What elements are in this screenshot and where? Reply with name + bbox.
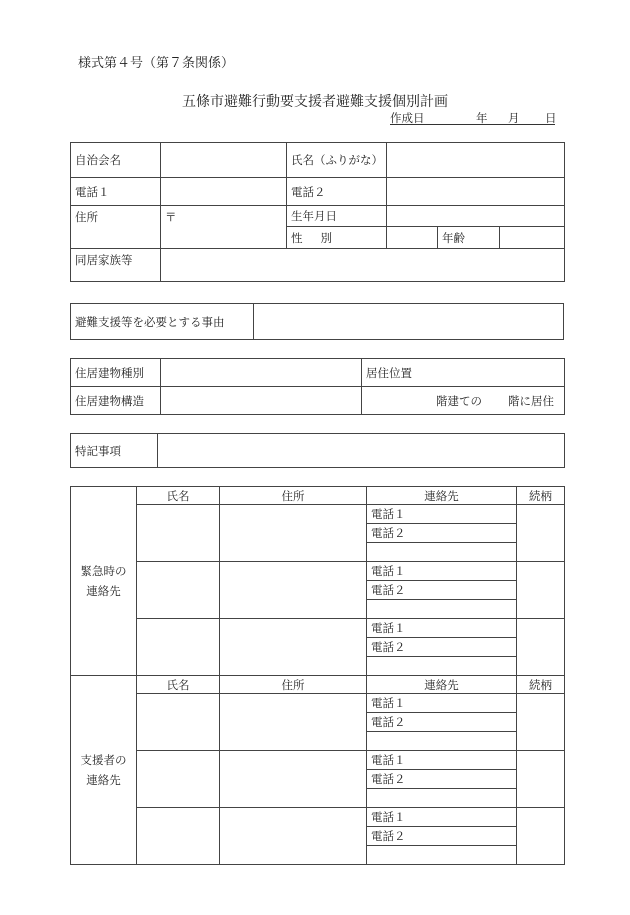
supporter-address-field[interactable] [220, 694, 367, 751]
supporter-address-field[interactable] [220, 808, 367, 865]
emergency-phone2-label[interactable]: 電話２ [367, 524, 517, 543]
emergency-name-field[interactable] [137, 562, 220, 619]
building-structure-field[interactable] [161, 387, 362, 415]
phone2-field[interactable] [387, 178, 565, 206]
supporter-extra-field[interactable] [367, 789, 517, 808]
month-label: 月 [508, 111, 520, 125]
association-field[interactable] [161, 143, 287, 178]
supporter-col-relation: 続柄 [517, 676, 565, 694]
association-label: 自治会名 [71, 143, 161, 178]
personal-info-table [70, 142, 565, 282]
household-label: 同居家族等 [71, 249, 161, 282]
supporter-relation-field[interactable] [517, 694, 565, 751]
supporter-relation-field[interactable] [517, 808, 565, 865]
document-title: 五條市避難行動要支援者避難支援個別計画 [182, 94, 448, 110]
emergency-extra-field[interactable] [367, 600, 517, 619]
supporter-address-field[interactable] [220, 751, 367, 808]
supporter-relation-field[interactable] [517, 751, 565, 808]
gender-field[interactable] [387, 227, 438, 249]
emergency-address-field[interactable] [220, 505, 367, 562]
age-label: 年齢 [438, 227, 500, 249]
supporter-col-name: 氏名 [137, 676, 220, 694]
emergency-relation-field[interactable] [517, 619, 565, 676]
date-created-label: 作成日 [390, 111, 425, 125]
emergency-phone1-label[interactable]: 電話１ [367, 562, 517, 581]
year-label: 年 [476, 111, 488, 125]
household-field[interactable] [161, 249, 565, 282]
reason-table [70, 303, 564, 340]
emergency-phone2-label[interactable]: 電話２ [367, 581, 517, 600]
emergency-col-address: 住所 [220, 487, 367, 505]
emergency-address-field[interactable] [220, 562, 367, 619]
notes-table [70, 433, 565, 468]
emergency-section-label: 緊急時の 連絡先 [71, 487, 137, 676]
reason-label: 避難支援等を必要とする事由 [71, 304, 254, 340]
supporter-col-address: 住所 [220, 676, 367, 694]
emergency-phone2-label[interactable]: 電話２ [367, 638, 517, 657]
phone1-field[interactable] [161, 178, 287, 206]
supporter-phone1-label[interactable]: 電話１ [367, 751, 517, 770]
emergency-name-field[interactable] [137, 505, 220, 562]
supporter-phone2-label[interactable]: 電話２ [367, 827, 517, 846]
supporter-extra-field[interactable] [367, 846, 517, 865]
emergency-name-field[interactable] [137, 619, 220, 676]
supporter-extra-field[interactable] [367, 732, 517, 751]
emergency-address-field[interactable] [220, 619, 367, 676]
residence-table [70, 358, 565, 415]
age-field[interactable] [500, 227, 565, 249]
notes-field[interactable] [158, 434, 565, 468]
phone1-label: 電話１ [71, 178, 161, 206]
building-structure-label: 住居建物構造 [71, 387, 161, 415]
supporter-section-label: 支援者の 連絡先 [71, 676, 137, 865]
emergency-relation-field[interactable] [517, 505, 565, 562]
emergency-extra-field[interactable] [367, 543, 517, 562]
emergency-col-contact: 連絡先 [367, 487, 517, 505]
day-label: 日 [545, 111, 557, 125]
address-label: 住所 [71, 206, 161, 249]
building-type-label: 住居建物種別 [71, 359, 161, 387]
emergency-col-relation: 続柄 [517, 487, 565, 505]
contacts-table [70, 486, 565, 865]
supporter-col-contact: 連絡先 [367, 676, 517, 694]
supporter-phone1-label[interactable]: 電話１ [367, 694, 517, 713]
supporter-name-field[interactable] [137, 751, 220, 808]
building-type-field[interactable] [161, 359, 362, 387]
floor-field[interactable]: 階建ての 階に居住 [362, 387, 565, 415]
emergency-relation-field[interactable] [517, 562, 565, 619]
supporter-name-field[interactable] [137, 808, 220, 865]
supporter-phone2-label[interactable]: 電話２ [367, 713, 517, 732]
reason-field[interactable] [254, 304, 564, 340]
emergency-extra-field[interactable] [367, 657, 517, 676]
postal-mark: 〒 [165, 210, 177, 224]
phone2-label: 電話２ [287, 178, 387, 206]
form-number: 様式第４号（第７条関係） [78, 56, 235, 71]
notes-label: 特記事項 [71, 434, 158, 468]
gender-label: 性 別 [287, 227, 387, 249]
name-field[interactable] [387, 143, 565, 178]
name-label: 氏名（ふりがな） [287, 143, 387, 178]
birthdate-label: 生年月日 [287, 206, 387, 227]
position-label: 居住位置 [362, 359, 565, 387]
address-field[interactable] [161, 206, 287, 249]
supporter-name-field[interactable] [137, 694, 220, 751]
emergency-phone1-label[interactable]: 電話１ [367, 505, 517, 524]
supporter-phone2-label[interactable]: 電話２ [367, 770, 517, 789]
date-created-line [390, 110, 555, 125]
supporter-phone1-label[interactable]: 電話１ [367, 808, 517, 827]
emergency-phone1-label[interactable]: 電話１ [367, 619, 517, 638]
birthdate-field[interactable] [387, 206, 565, 227]
emergency-col-name: 氏名 [137, 487, 220, 505]
